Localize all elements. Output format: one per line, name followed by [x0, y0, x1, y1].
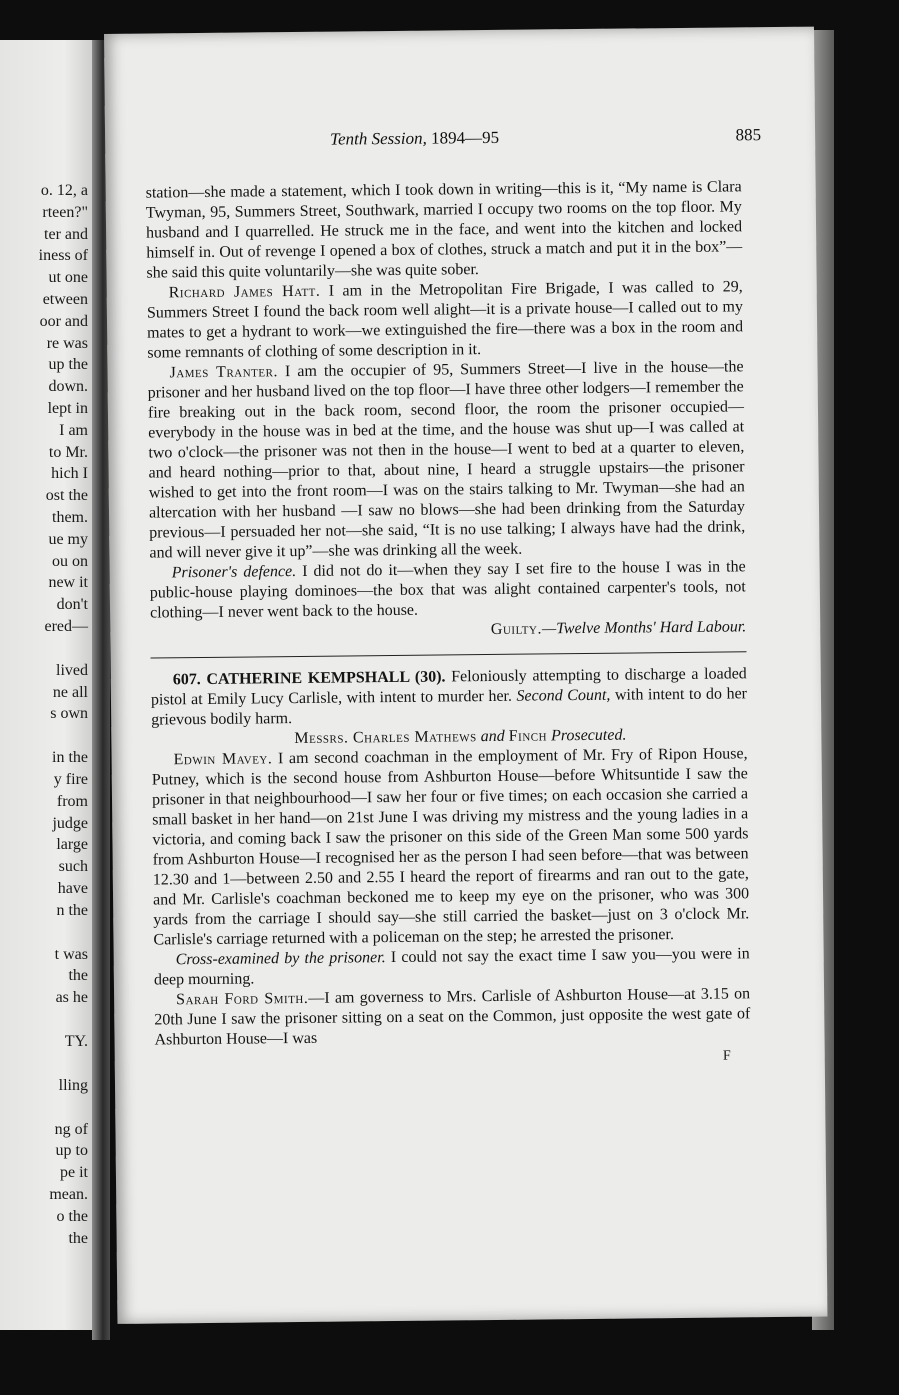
running-header — [105, 125, 815, 154]
left-page-text-fragment: iness of — [38, 247, 88, 265]
paragraph-cross-exam — [154, 944, 750, 990]
left-page-text-fragment: hich I — [51, 465, 88, 483]
left-page-text-fragment: ter and — [44, 225, 88, 243]
case-heading — [151, 664, 748, 730]
left-page-text-fragment: them. — [52, 509, 88, 526]
left-page-text-fragment: as he — [55, 989, 88, 1007]
paragraph-defence — [150, 557, 747, 623]
left-page-text-fragment: o. 12, a — [40, 182, 88, 199]
signature-mark: F — [722, 1048, 731, 1064]
left-page-text-fragment: oor and — [39, 312, 88, 330]
left-page-text-fragment: from — [56, 792, 88, 810]
left-page-text-fragment: large — [56, 836, 88, 854]
defence-text: I did not do it—when they say I set fire to the house I was in the public-house playing dominoes—the box that was alight contained carpenter's tools, not clothing—I never went back to the house. — [149, 558, 746, 622]
prosecuted-label: Prosecuted. — [550, 726, 627, 745]
witness-name: Richard James Hatt. — [168, 282, 321, 302]
left-page-text-fragment: re was — [46, 334, 88, 352]
prosecutor-name-b: Finch — [508, 727, 548, 745]
left-page-text-fragment: pe it — [60, 1164, 88, 1182]
left-page-text-fragment: ou on — [52, 552, 88, 570]
left-page-text-fragment: TY. — [64, 1033, 88, 1050]
left-page-text-fragment: judge — [52, 814, 88, 832]
left-page-text-fragment: I am — [59, 421, 88, 439]
defence-label: Prisoner's defence. — [171, 563, 297, 582]
left-page-text-fragment: have — [57, 880, 88, 897]
testimony-text: I am the occupier of 95, Summers Street—I live in the house—the prisoner and her husband lived on the top floor—I have three other lodgers—I remember the fire breaking out in the back room, second floor, the room the prisoner occupied—everybody in the house was in bed at the time, and the house was shut up—I was called at two o'clock—the prisoner was not then in the house—I went to bed at a quarter to eleven, and heard nothing—prior to that, about nine, I heard a struggle upstairs—the prisoner wished to get into the front room—I was on the stairs talking to Mr. Twyman—she had an altercation with her husband —I saw no blows—she had been drinking from the Saturday previous—I persuaded her not—she said, “It is no use talking; I always have had the drink, and will never give it up”—she was drinking all the week. — [147, 358, 746, 562]
witness-name: James Tranter. — [169, 363, 278, 382]
session-years: 1894—95 — [430, 127, 500, 148]
paragraph-statement: station—she made a statement, which I took down in writing—this is it, “My name is Clara Twyman, 95, Summers Street, Southwark, married I occupy two rooms on the top floor. My husband and I quarrelled. He struck me in the face, and went into the kitchen and locked himself in. Out of revenge I opened a box of clothes, struck a match and put it in the box”—she said this quite voluntarily—she was quite sober. — [145, 178, 743, 282]
charge-text: Feloniously attempting to discharge a loaded pistol at Emily Lucy Carlisle, with intent to murder her. — [150, 665, 747, 709]
prosecutor-names: Messrs. Charles Mathews — [294, 728, 477, 748]
left-page-text-fragment: new it — [48, 574, 88, 592]
left-page-text-fragment: ost the — [45, 487, 88, 505]
testimony-text: I am second coachman in the employment of Mr. Fry of Ripon House, Putney, which is the second house from Ashburton House—before Whitsuntide I saw the prisoner in that neighbourhood—I saw her four or five times; on each occasion she carried a small basket in her hand—on 21st June I was driving my mistress and the young ladies in a victoria, and coming back I saw the prisoner on this side of the Green Man some 500 yards from Ashburton House—I recognised her as the person I had seen before—that was between 12.30 and 1—between 2.50 and 2.55 I heard the report of firearms and ran out to the gate, and Mr. Carlisle's coachman beckoned me to keep my eye on the prisoner, who was 300 yards from the carriage I should say—she still carried the basket—just on 3 o'clock Mr. Carlisle's carriage returned with a policeman on the step; he arrested the prisoner. — [151, 745, 750, 949]
session-title-text: Tenth Session, — [330, 128, 427, 149]
left-page-text-fragment: t was — [54, 945, 88, 963]
paragraph-smith — [154, 984, 751, 1050]
left-page-text-fragment: ne all — [52, 683, 88, 701]
case-divider — [151, 651, 747, 658]
left-page-text-fragment: in the — [52, 749, 88, 767]
left-page-text-fragment: lept in — [47, 400, 88, 417]
verdict-sentence: —Twelve Months' Hard Labour. — [541, 618, 747, 638]
left-page-text-fragment: ut one — [48, 269, 88, 287]
cross-exam-label: Cross-examined by the prisoner. — [175, 949, 386, 969]
left-page-text-fragment: the — [68, 967, 88, 985]
left-page-text-fragment: the — [68, 1229, 88, 1247]
left-page-text-fragment: up to — [55, 1142, 88, 1160]
left-page-text-fragment: y fire — [53, 771, 88, 788]
session-title — [330, 128, 499, 150]
left-page-text-fragment: don't — [56, 596, 88, 614]
paragraph-mavey — [152, 744, 750, 950]
left-page-text-fragment: n the — [56, 901, 88, 919]
testimony-text: I am in the Metropolitan Fire Brigade, I was called to 29, Summers Street I found the back room well alight—it is a private house—I called out to my mates to get a hydrant to work—we extinguished the fire—there was a box in the room and some remnants of clothing of some description in it. — [146, 278, 744, 362]
testimony-text: —I am governess to Mrs. Carlisle of Ashburton House—at 3.15 on 20th June I saw the prisoner sitting on a seat on the Common, just opposite the west gate of Ashburton House—I was — [154, 985, 751, 1049]
second-count-text: with intent to do her grievous bodily harm. — [151, 685, 748, 729]
left-page-text-fragment: s own — [50, 705, 88, 723]
left-page-text-fragment: ue my — [48, 530, 88, 548]
left-page-text-fragment: lling — [58, 1076, 88, 1094]
second-count-label: Second Count, — [516, 686, 611, 705]
prosecutor-and: and — [480, 727, 505, 746]
witness-name: Edwin Mavey. — [173, 750, 273, 769]
left-page-text-fragment: ng of — [54, 1120, 88, 1138]
cross-exam-text: I could not say the exact time I saw you—you were in deep mourning. — [153, 945, 750, 989]
page-body — [146, 177, 751, 1072]
defendant-name: CATHERINE KEMPSHALL (30). — [206, 668, 446, 688]
left-page-text-fragment: o the — [56, 1207, 88, 1225]
left-page-text-fragment: rteen?" — [42, 203, 88, 221]
witness-name: Sarah Ford Smith. — [176, 989, 309, 1009]
left-page-text-fragment: lived — [56, 661, 88, 679]
left-page-text-fragment: up the — [48, 356, 88, 374]
left-page-text-fragment: ered— — [44, 618, 88, 635]
paragraph-tranter — [147, 357, 745, 563]
left-page-text-fragment: to Mr. — [48, 443, 88, 461]
case-number: 607. — [172, 671, 201, 689]
left-page-text-fragment: such — [58, 858, 88, 876]
left-page-text-fragment: down. — [48, 378, 88, 396]
main-page — [104, 27, 827, 1324]
left-page-text-fragment: etween — [42, 291, 88, 308]
verdict-label: Guilty. — [490, 620, 543, 638]
paragraph-hatt — [147, 277, 744, 363]
left-page-fragment — [0, 40, 92, 1330]
page-number: 885 — [735, 125, 762, 145]
left-page-text-fragment: mean. — [49, 1186, 88, 1203]
